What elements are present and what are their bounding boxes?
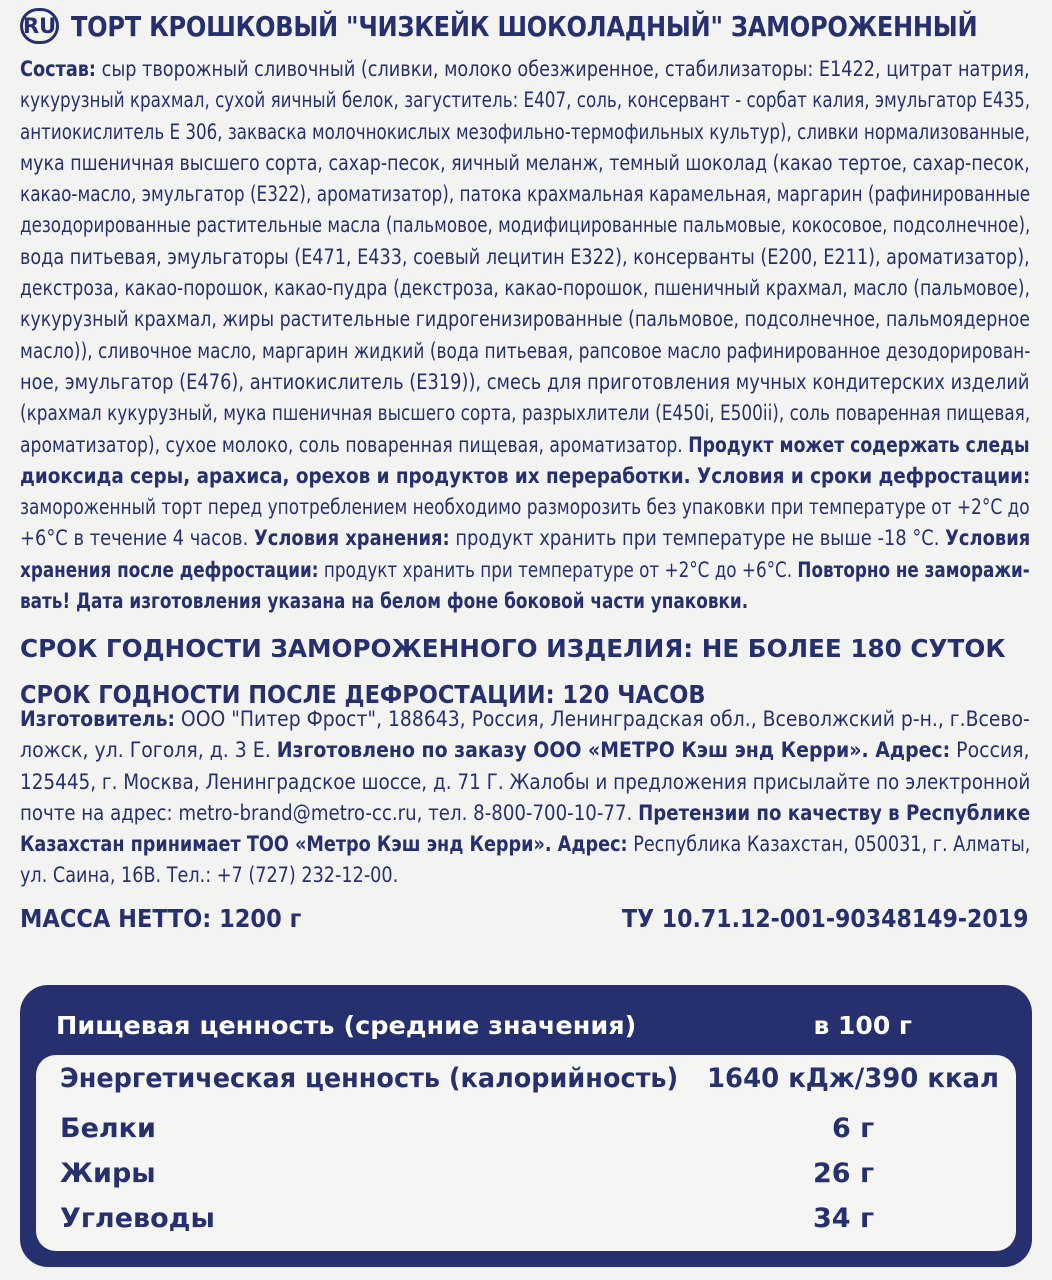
- manufacturer-text: Республика Казахстан, 050031, г. Алматы,: [627, 832, 1031, 857]
- ingredients-line: [20, 304, 1030, 335]
- nutrition-row: [60, 1063, 1000, 1107]
- manufacturer-block: [20, 704, 1030, 892]
- ingredients-text: Повторно не заморажи-: [797, 557, 1030, 582]
- ingredients-text: Состав:: [20, 57, 96, 81]
- ingredients-line: [20, 430, 1030, 461]
- ingredients-text: Условия хранения:: [253, 526, 450, 551]
- nutrition-header: [56, 1003, 912, 1047]
- manufacturer-text: Претензии по качеству в Республике: [638, 800, 1031, 825]
- ingredients-line: [20, 54, 1030, 85]
- ingredients-text: дезодорированные растительные масла (пальмовое, модифицированные пальмовые, кокосовое, подсолнечное),: [20, 213, 1031, 238]
- nutrition-label: Энергетическая ценность (калорийность): [60, 1063, 679, 1094]
- manufacturer-text: ул. Саина, 16В. Тел.: +7 (727) 232-12-00.: [20, 863, 399, 888]
- manufacturer-text: Изготовитель:: [20, 707, 175, 731]
- ingredients-text: продукт хранить при температуре не выше -18 °С.: [449, 526, 946, 551]
- nutrition-header-unit: в 100 г: [813, 1010, 912, 1040]
- manufacturer-text: Казахстан принимает ТОО «Метро Кэш энд Керри». Адрес:: [20, 832, 628, 857]
- net-row: [20, 904, 1028, 933]
- manufacturer-text: ООО "Питер Фрост", 188643, Россия, Ленинградская обл., Всеволжский р-н., г.Всево-: [174, 707, 1030, 731]
- ingredients-text: декстроза, какао-порошок, какао-пудра (декстроза, какао-порошок, пшеничный крахмал, масло (пальмовое),: [20, 276, 1030, 301]
- ingredients-text: сыр творожный сливочный (сливки, молоко обезжиренное, стабилизаторы: Е1422, цитрат натрия,: [95, 57, 1030, 81]
- ingredients-line: [20, 461, 1031, 492]
- ingredients-line: [20, 273, 1030, 304]
- manufacturer-line: [20, 829, 1031, 860]
- title-row: [20, 8, 1042, 44]
- nutrition-row: [60, 1113, 996, 1157]
- ingredients-line: [20, 148, 1030, 179]
- ingredients-text: (крахмал кукурузный, мука пшеничная высшего сорта, разрыхлители (Е450i, Е500ii), соль поваренная пищевая,: [20, 401, 1031, 426]
- nutrition-label: Жиры: [60, 1158, 156, 1189]
- ingredients-line: [20, 179, 1031, 210]
- ingredients-text: мука пшеничная высшего сорта, сахар-песок, яичный меланж, темный шоколад (какао тертое, сахар-песок,: [20, 150, 1030, 175]
- shelf-life-frozen: СРОК ГОДНОСТИ ЗАМОРОЖЕННОГО ИЗДЕЛИЯ: НЕ БОЛЕЕ 180 СУТОК: [20, 634, 1006, 663]
- nutrition-value: 6 г: [832, 1113, 875, 1144]
- ingredients-text: ное, эмульгатор (Е476), антиокислитель (Е319)), смесь для приготовления мучных кондитерских изделий: [20, 369, 1030, 394]
- ingredients-text: кукурузный крахмал, сухой яичный белок, загуститель: Е407, соль, консервант - сорбат калия, эмульгатор Е435,: [20, 88, 1031, 113]
- ingredients-text: ароматизатор), сухое молоко, соль поваренная пищевая, ароматизатор.: [20, 432, 689, 457]
- ingredients-text: вода питьевая, эмульгаторы (Е471, Е433, соевый лецитин Е322), консерванты (Е200, Е211), ароматизатор),: [20, 244, 1030, 269]
- manufacturer-text: Изготовлено по заказу ООО «МЕТРО Кэш энд Керри». Адрес:: [276, 738, 951, 763]
- nutrition-label: Углеводы: [60, 1203, 215, 1234]
- manufacturer-line: [20, 735, 1030, 766]
- ingredients-text: масло)), сливочное масло, маргарин жидкий (вода питьевая, рапсовое масло рафинированное дезодорирован-: [20, 338, 1031, 363]
- ingredients-text: Продукт может содержать следы: [688, 432, 1030, 457]
- nutrition-label: Белки: [60, 1113, 156, 1144]
- ingredients-line: [20, 117, 1030, 148]
- manufacturer-line: [20, 798, 1031, 829]
- ingredients-line: [20, 398, 1031, 429]
- language-badge: RU: [20, 8, 59, 44]
- nutrition-header-label: Пищевая ценность (средние значения): [56, 1010, 637, 1040]
- ingredients-text: какао-масло, эмульгатор (Е322), ароматизатор), патока крахмальная карамельная, маргарин (рафинированные: [20, 182, 1031, 207]
- ingredients-line: [20, 336, 1031, 367]
- ingredients-text: +6°С в течение 4 часов.: [20, 526, 254, 551]
- nutrition-row: [60, 1158, 996, 1202]
- ingredients-line: [20, 555, 1030, 586]
- ingredients-text: антиокислитель Е 306, закваска молочнокислых мезофильно-термофильных культур), сливки нормализованные,: [20, 119, 1030, 144]
- manufacturer-line: [20, 860, 963, 891]
- ingredients-line: [20, 367, 1030, 398]
- ingredients-text: вать! Дата изготовления указана на белом фоне боковой части упаковки.: [20, 589, 749, 614]
- ingredients-line: [20, 242, 1030, 273]
- ingredients-block: [20, 54, 1030, 617]
- nutrition-panel: [20, 985, 1032, 1267]
- ingredients-text: продукт хранить при температуре от +2°С до +6°С.: [318, 557, 798, 582]
- nutrition-table: [36, 1055, 1016, 1251]
- ingredients-line: [20, 586, 921, 617]
- shelf-life-after-defrost: СРОК ГОДНОСТИ ПОСЛЕ ДЕФРОСТАЦИИ: 120 ЧАСОВ: [20, 680, 706, 709]
- manufacturer-text: Россия,: [950, 738, 1030, 763]
- nutrition-value: 1640 кДж/390 ккал: [707, 1063, 1000, 1094]
- nutrition-value: 34 г: [813, 1203, 875, 1234]
- ingredients-text: Условия: [945, 526, 1031, 551]
- ingredients-line: [20, 210, 1031, 241]
- nutrition-row: [60, 1203, 996, 1247]
- ingredients-line: [20, 85, 1031, 116]
- manufacturer-line: [20, 767, 1031, 798]
- standard-code: ТУ 10.71.12-001-90348149-2019: [621, 904, 1028, 933]
- ingredients-text: хранения после дефростации:: [20, 557, 319, 582]
- manufacturer-text: 125445, г. Москва, Ленинградское шоссе, д. 71 Г. Жалобы и предложения присылайте по электронной: [20, 769, 1031, 794]
- manufacturer-text: ложск, ул. Гоголя, д. 3 Е.: [20, 738, 277, 763]
- ingredients-text: замороженный торт перед употреблением необходимо разморозить без упаковки при температуре от +2°С до: [20, 495, 1030, 520]
- manufacturer-line: [20, 704, 1030, 735]
- ingredients-text: диоксида серы, арахиса, орехов и продуктов их переработки. Условия и сроки дефростации:: [20, 463, 1031, 488]
- product-title: ТОРТ КРОШКОВЫЙ "ЧИЗКЕЙК ШОКОЛАДНЫЙ" ЗАМОРОЖЕННЫЙ: [71, 9, 978, 43]
- manufacturer-text: почте на адрес: metro-brand@metro-cc.ru, тел. 8-800-700-10-77.: [20, 800, 639, 825]
- ingredients-text: кукурузный крахмал, жиры растительные гидрогенизированные (пальмовое, подсолнечное, пальмоядерное: [20, 307, 1030, 332]
- nutrition-value: 26 г: [813, 1158, 875, 1189]
- ingredients-line: [20, 492, 1030, 523]
- net-weight: МАССА НЕТТО: 1200 г: [20, 904, 302, 933]
- ingredients-line: [20, 523, 1031, 554]
